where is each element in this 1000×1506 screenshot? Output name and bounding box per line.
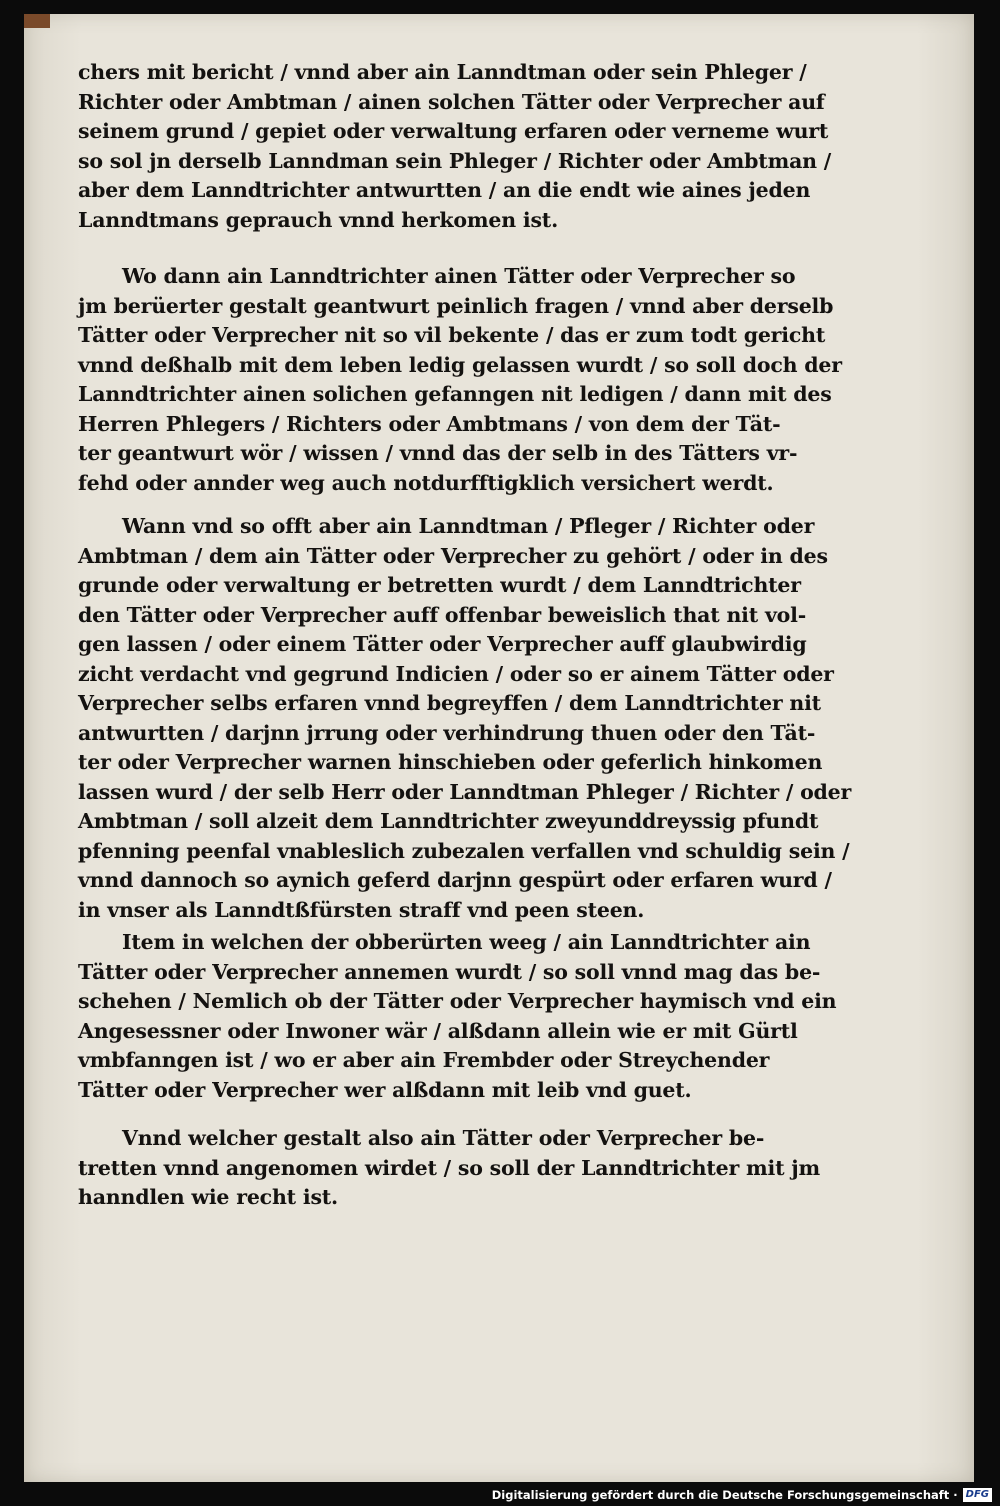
dfg-logo: DFG [963, 1488, 992, 1502]
paragraph-4 [78, 928, 837, 1105]
text-line: den Tätter oder Verprecher auff offenbar beweislich that nit vol- [78, 602, 807, 627]
text-line: antwurtten / darjnn jrrung oder verhindrung thuen oder den Tät- [78, 720, 816, 745]
text-line: grunde oder verwaltung er betretten wurdt / dem Lanndtrichter [78, 573, 801, 597]
text-line: Ambtman / soll alzeit dem Lanndtrichter zweyunddreyssig pfundt [78, 809, 819, 833]
text-line: Verprecher selbs erfaren vnnd begreyffen / dem Lanndtrichter nit [78, 691, 821, 715]
text-line: gen lassen / oder einem Tätter oder Verprecher auff glaubwirdig [78, 632, 807, 656]
paragraph-2 [78, 262, 842, 498]
text-line: fehd oder annder weg auch notdurfftigklich versichert werdt. [78, 470, 774, 495]
text-line: Tätter oder Verprecher wer alßdann mit leib vnd guet. [78, 1077, 692, 1102]
text-line: Wo dann ain Lanndtrichter ainen Tätter oder Verprecher so [122, 264, 796, 288]
text-line: ter geantwurt wör / wissen / vnnd das der selb in des Tätters vr- [78, 441, 798, 465]
text-line: Item in welchen der obberürten weeg / ain Lanndtrichter ain [122, 930, 811, 954]
text-line: Tätter oder Verprecher annemen wurdt / so soll vnnd mag das be- [78, 959, 821, 984]
paragraph-5 [78, 1124, 821, 1213]
text-line: schehen / Nemlich ob der Tätter oder Verprecher haymisch vnd ein [78, 989, 837, 1013]
digitization-footer [492, 1486, 992, 1504]
text-line: vnnd dannoch so aynich geferd darjnn gespürt oder erfaren wurd / [78, 868, 832, 892]
text-line: zicht verdacht vnd gegrund Indicien / oder so er ainem Tätter oder [78, 661, 834, 686]
paragraph-3 [78, 512, 852, 925]
text-line: hanndlen wie recht ist. [78, 1185, 338, 1209]
text-line: ter oder Verprecher warnen hinschieben oder geferlich hinkomen [78, 750, 823, 774]
text-line: vnnd deßhalb mit dem leben ledig gelassen wurdt / so soll doch der [78, 352, 842, 377]
paragraph-1 [78, 58, 832, 235]
text-line: seinem grund / gepiet oder verwaltung erfaren oder verneme wurt [78, 119, 829, 143]
text-line: aber dem Lanndtrichter antwurtten / an die endt wie aines jeden [78, 178, 811, 202]
text-line: Vnnd welcher gestalt also ain Tätter oder Verprecher be- [122, 1126, 765, 1150]
text-line: Lanndtrichter ainen solichen gefanngen nit ledigen / dann mit des [78, 382, 832, 406]
text-line: so sol jn derselb Lanndman sein Phleger / Richter oder Ambtman / [78, 148, 832, 173]
text-line: in vnser als Lanndtßfürsten straff vnd peen steen. [78, 897, 645, 922]
text-line: vmbfanngen ist / wo er aber ain Frembder oder Streychender [78, 1048, 770, 1072]
text-line: Richter oder Ambtman / ainen solchen Tätter oder Verprecher auf [78, 89, 825, 114]
text-line: chers mit bericht / vnnd aber ain Lanndtman oder sein Phleger / [78, 60, 807, 84]
footer-credit-text: Digitalisierung gefördert durch die Deutsche Forschungsgemeinschaft · [491, 1488, 958, 1502]
text-line: Angesessner oder Inwoner wär / alßdann allein wie er mit Gürtl [78, 1018, 798, 1043]
text-line: Herren Phlegers / Richters oder Ambtmans / von dem der Tät- [78, 411, 781, 436]
text-line: pfenning peenfal vnableslich zubezalen verfallen vnd schuldig sein / [78, 838, 850, 863]
text-line: Lanndtmans geprauch vnnd herkomen ist. [78, 207, 559, 232]
text-line: tretten vnnd angenomen wirdet / so soll der Lanndtrichter mit jm [78, 1155, 821, 1180]
page-corner-mark [24, 14, 50, 28]
text-line: lassen wurd / der selb Herr oder Lanndtman Phleger / Richter / oder [78, 779, 852, 804]
text-line: Tätter oder Verprecher nit so vil bekente / das er zum todt gericht [78, 323, 826, 347]
text-line: Wann vnd so offt aber ain Lanndtman / Pfleger / Richter oder [122, 514, 815, 538]
text-line: Ambtman / dem ain Tätter oder Verprecher zu gehört / oder in des [78, 543, 828, 568]
text-line: jm berüerter gestalt geantwurt peinlich fragen / vnnd aber derselb [78, 293, 834, 318]
